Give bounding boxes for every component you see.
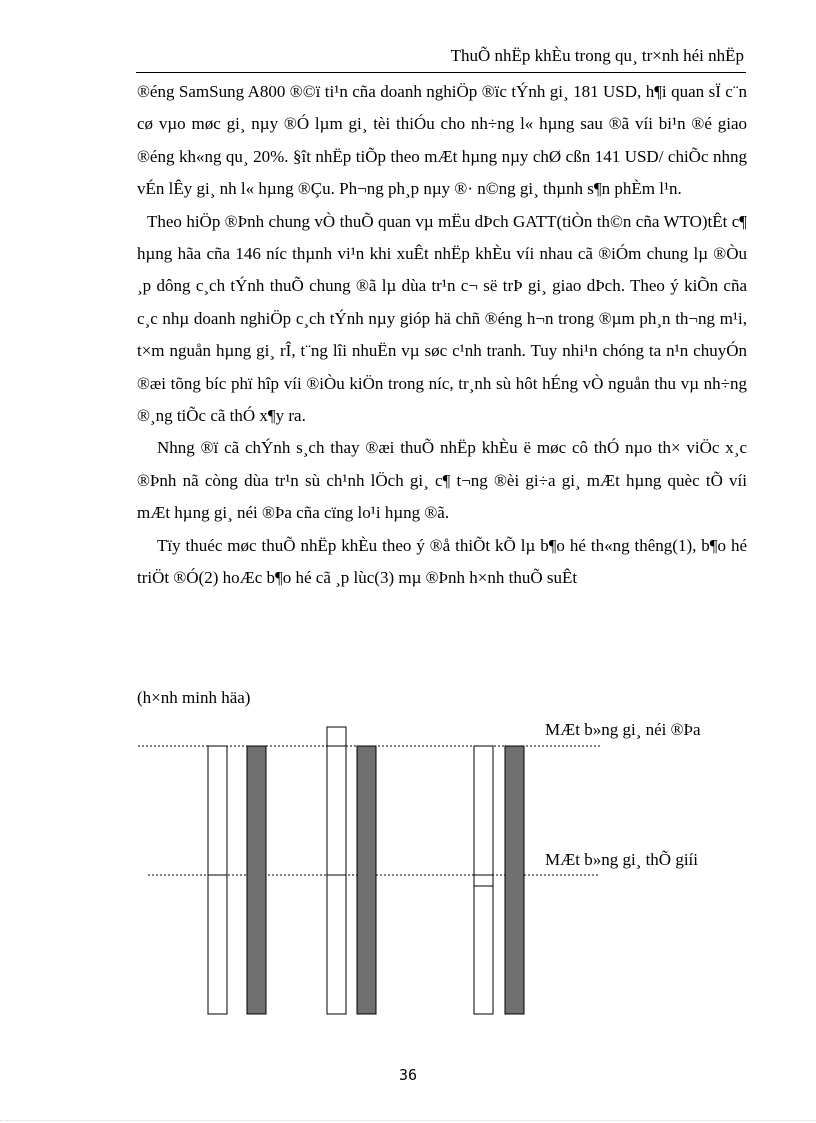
- bar-1-dark: [247, 746, 266, 1014]
- page-number: 36: [398, 1066, 418, 1084]
- figure-caption: (h×nh minh häa): [137, 688, 251, 707]
- bar-2-white: [327, 727, 346, 1014]
- paragraph-2: Theo hiÖp ®Þnh chung vÒ thuÕ quan vµ mËu dÞch GATT(tiÒn th©n cña WTO)tÊt c¶ hµng hãa cña 146 níc thµnh vi¹n khi xuÊt nhËp khÈu víi nhau cã ®iÓm chung lµ ®Òu ¸p dông c¸ch tÝnh thuÕ chung ®ã lµ dùa tr¹n c¬ së trÞ gi¸ giao dÞch. Theo ý kiÕn cña c¸c nhµ doanh nghiÖp c¸ch tÝnh nµy gióp hä chñ ®éng h¬n trong ®µm ph¸n th¬ng m¹i, t×m nguån hµng gi¸ rÎ, t¨ng lîi nhuËn vµ søc c¹nh tranh. Tuy nhi¹n chóng ta n¹n chuyÓn ®æi tõng bíc phï hîp víi ®iÒu kiÖn trong níc, tr¸nh sù hôt hÉng vÒ nguån thu vµ nh÷ng ®¸ng tiÕc cã thÓ x¶y ra.: [137, 211, 747, 426]
- paragraph-1: ®éng SamSung A800 ®©ï ti¹n cña doanh nghiÖp ®ïc tÝnh gi¸ 181 USD, h¶i quan sÏ c¨n cø vµo møc gi¸ nµy ®Ó lµm gi¸ tèi thiÓu cho nh÷ng l« hµng sau ®ã víi bi¹n ®é giao ®éng kh«ng qu¸ 20%. §ît nhËp tiÕp theo mÆt hµng nµy chØ cßn 141 USD/ chiÕc nhng vÉn lÊy gi¸ nh l« hµng ®Çu. Ph¬ng ph¸p nµy ®· n©ng gi¸ thµnh s¶n phÈm l¹n.: [137, 82, 747, 199]
- bar-3-white: [474, 746, 493, 1014]
- running-header: ThuÕ nhËp khÈu trong qu¸ tr×nh héi nhËp: [450, 46, 744, 65]
- paragraph-4: Tïy thuéc møc thuÕ nhËp khÈu theo ý ®å thiÕt kÕ lµ b¶o hé th«ng thêng(1), b¶o hé triÖt ®Ó(2) hoÆc b¶o hé cã ¸p lùc(3) mµ ®Þnh h×nh thuÕ suÊt: [137, 535, 747, 588]
- world-price-label: MÆt b»ng gi¸ thÕ giíi: [545, 850, 699, 869]
- domestic-price-label: MÆt b»ng gi¸ néi ®Þa: [545, 720, 701, 739]
- paragraph-3: Nhng ®ï cã chÝnh s¸ch thay ®æi thuÕ nhËp khÈu ë møc cô thÓ nµo th× viÖc x¸c ®Þnh nã còng dùa tr¹n sù ch¹nh lÖch gi¸ c¶ t¬ng ®èi gi÷a gi¸ mÆt hµng quèc tÕ víi mÆt hµng gi¸ néi ®Þa cña cïng lo¹i hµng ®ã.: [137, 438, 747, 523]
- bar-3-dark: [505, 746, 524, 1014]
- bar-2-dark: [357, 746, 376, 1014]
- bar-1-white: [208, 746, 227, 1014]
- footer-rule: [0, 1120, 816, 1121]
